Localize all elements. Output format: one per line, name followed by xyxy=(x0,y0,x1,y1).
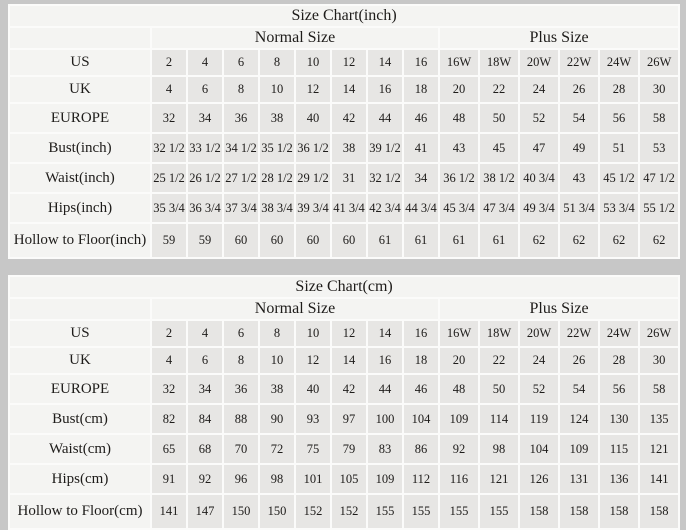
data-cell: 60 xyxy=(296,224,330,257)
data-cell: 124 xyxy=(560,405,598,433)
title-row xyxy=(10,6,678,26)
table-row xyxy=(10,495,678,528)
row-label: Waist(cm) xyxy=(10,435,150,463)
data-cell: 136 xyxy=(600,465,638,493)
data-cell: 4 xyxy=(188,50,222,75)
data-cell: 30 xyxy=(640,348,678,373)
data-cell: 68 xyxy=(188,435,222,463)
row-label: EUROPE xyxy=(10,375,150,403)
data-cell: 16 xyxy=(368,348,402,373)
row-label: US xyxy=(10,50,150,75)
data-cell: 109 xyxy=(560,435,598,463)
data-cell: 26W xyxy=(640,50,678,75)
data-cell: 24 xyxy=(520,348,558,373)
data-cell: 150 xyxy=(224,495,258,528)
data-cell: 27 1/2 xyxy=(224,164,258,192)
data-cell: 135 xyxy=(640,405,678,433)
data-cell: 44 xyxy=(368,104,402,132)
data-cell: 50 xyxy=(480,375,518,403)
data-cell: 28 1/2 xyxy=(260,164,294,192)
row-label: Waist(inch) xyxy=(10,164,150,192)
data-cell: 50 xyxy=(480,104,518,132)
table-row xyxy=(10,134,678,162)
data-cell: 40 3/4 xyxy=(520,164,558,192)
data-cell: 141 xyxy=(640,465,678,493)
data-cell: 56 xyxy=(600,104,638,132)
data-cell: 6 xyxy=(188,348,222,373)
data-cell: 35 3/4 xyxy=(152,194,186,222)
row-label: Hollow to Floor(cm) xyxy=(10,495,150,528)
data-cell: 18W xyxy=(480,50,518,75)
data-cell: 16 xyxy=(368,77,402,102)
data-cell: 130 xyxy=(600,405,638,433)
data-cell: 8 xyxy=(260,321,294,346)
data-cell: 2 xyxy=(152,321,186,346)
data-cell: 26 xyxy=(560,77,598,102)
data-cell: 34 xyxy=(188,375,222,403)
data-cell: 46 xyxy=(404,375,438,403)
data-cell: 61 xyxy=(440,224,478,257)
data-cell: 51 xyxy=(600,134,638,162)
data-cell: 112 xyxy=(404,465,438,493)
data-cell: 65 xyxy=(152,435,186,463)
data-cell: 32 1/2 xyxy=(152,134,186,162)
size-chart-table xyxy=(8,4,680,259)
data-cell: 42 3/4 xyxy=(368,194,402,222)
column-group-header: Normal Size xyxy=(152,299,438,319)
size-chart-table xyxy=(8,275,680,530)
data-cell: 158 xyxy=(640,495,678,528)
data-cell: 51 3/4 xyxy=(560,194,598,222)
data-cell: 59 xyxy=(152,224,186,257)
size-chart-cm-table xyxy=(8,275,680,530)
data-cell: 131 xyxy=(560,465,598,493)
table-row xyxy=(10,348,678,373)
data-cell: 82 xyxy=(152,405,186,433)
column-group-header: Plus Size xyxy=(440,28,678,48)
data-cell: 14 xyxy=(368,321,402,346)
data-cell: 14 xyxy=(332,348,366,373)
data-cell: 12 xyxy=(332,50,366,75)
data-cell: 36 xyxy=(224,104,258,132)
data-cell: 38 1/2 xyxy=(480,164,518,192)
row-label: Hips(cm) xyxy=(10,465,150,493)
data-cell: 39 3/4 xyxy=(296,194,330,222)
data-cell: 152 xyxy=(296,495,330,528)
data-cell: 38 xyxy=(260,104,294,132)
data-cell: 104 xyxy=(404,405,438,433)
row-label: Bust(cm) xyxy=(10,405,150,433)
data-cell: 34 1/2 xyxy=(224,134,258,162)
data-cell: 70 xyxy=(224,435,258,463)
data-cell: 24 xyxy=(520,77,558,102)
data-cell: 26W xyxy=(640,321,678,346)
data-cell: 22 xyxy=(480,77,518,102)
table-row xyxy=(10,77,678,102)
data-cell: 36 1/2 xyxy=(296,134,330,162)
data-cell: 60 xyxy=(224,224,258,257)
data-cell: 40 xyxy=(296,375,330,403)
data-cell: 59 xyxy=(188,224,222,257)
data-cell: 4 xyxy=(188,321,222,346)
data-cell: 36 3/4 xyxy=(188,194,222,222)
data-cell: 34 xyxy=(188,104,222,132)
data-cell: 114 xyxy=(480,405,518,433)
data-cell: 90 xyxy=(260,405,294,433)
data-cell: 16W xyxy=(440,50,478,75)
data-cell: 18 xyxy=(404,77,438,102)
data-cell: 10 xyxy=(260,348,294,373)
data-cell: 98 xyxy=(260,465,294,493)
data-cell: 24W xyxy=(600,321,638,346)
data-cell: 46 xyxy=(404,104,438,132)
data-cell: 41 xyxy=(404,134,438,162)
data-cell: 20W xyxy=(520,321,558,346)
data-cell: 22W xyxy=(560,321,598,346)
data-cell: 6 xyxy=(224,50,258,75)
data-cell: 22W xyxy=(560,50,598,75)
data-cell: 8 xyxy=(224,348,258,373)
data-cell: 44 xyxy=(368,375,402,403)
table-row xyxy=(10,50,678,75)
data-cell: 116 xyxy=(440,465,478,493)
data-cell: 10 xyxy=(296,50,330,75)
table-row xyxy=(10,224,678,257)
data-cell: 105 xyxy=(332,465,366,493)
data-cell: 75 xyxy=(296,435,330,463)
data-cell: 53 3/4 xyxy=(600,194,638,222)
table-row xyxy=(10,405,678,433)
data-cell: 12 xyxy=(296,348,330,373)
data-cell: 54 xyxy=(560,104,598,132)
data-cell: 14 xyxy=(332,77,366,102)
data-cell: 10 xyxy=(296,321,330,346)
corner-cell xyxy=(10,28,150,48)
data-cell: 48 xyxy=(440,375,478,403)
data-cell: 104 xyxy=(520,435,558,463)
data-cell: 47 xyxy=(520,134,558,162)
data-cell: 42 xyxy=(332,104,366,132)
data-cell: 28 xyxy=(600,77,638,102)
data-cell: 18W xyxy=(480,321,518,346)
data-cell: 12 xyxy=(332,321,366,346)
data-cell: 45 3/4 xyxy=(440,194,478,222)
data-cell: 61 xyxy=(368,224,402,257)
data-cell: 43 xyxy=(560,164,598,192)
data-cell: 72 xyxy=(260,435,294,463)
data-cell: 158 xyxy=(520,495,558,528)
data-cell: 31 xyxy=(332,164,366,192)
data-cell: 58 xyxy=(640,104,678,132)
data-cell: 33 1/2 xyxy=(188,134,222,162)
data-cell: 6 xyxy=(224,321,258,346)
data-cell: 56 xyxy=(600,375,638,403)
data-cell: 98 xyxy=(480,435,518,463)
data-cell: 16 xyxy=(404,321,438,346)
data-cell: 60 xyxy=(260,224,294,257)
row-label: Bust(inch) xyxy=(10,134,150,162)
data-cell: 45 xyxy=(480,134,518,162)
data-cell: 8 xyxy=(224,77,258,102)
data-cell: 91 xyxy=(152,465,186,493)
data-cell: 20 xyxy=(440,348,478,373)
data-cell: 49 3/4 xyxy=(520,194,558,222)
data-cell: 29 1/2 xyxy=(296,164,330,192)
table-title: Size Chart(inch) xyxy=(10,6,678,26)
data-cell: 48 xyxy=(440,104,478,132)
data-cell: 20W xyxy=(520,50,558,75)
data-cell: 41 3/4 xyxy=(332,194,366,222)
data-cell: 84 xyxy=(188,405,222,433)
data-cell: 37 3/4 xyxy=(224,194,258,222)
data-cell: 20 xyxy=(440,77,478,102)
data-cell: 36 xyxy=(224,375,258,403)
row-label: Hips(inch) xyxy=(10,194,150,222)
data-cell: 97 xyxy=(332,405,366,433)
data-cell: 2 xyxy=(152,50,186,75)
data-cell: 62 xyxy=(560,224,598,257)
data-cell: 92 xyxy=(440,435,478,463)
data-cell: 121 xyxy=(480,465,518,493)
group-header-row xyxy=(10,299,678,319)
data-cell: 16 xyxy=(404,50,438,75)
data-cell: 34 xyxy=(404,164,438,192)
data-cell: 109 xyxy=(368,465,402,493)
data-cell: 44 3/4 xyxy=(404,194,438,222)
data-cell: 109 xyxy=(440,405,478,433)
corner-cell xyxy=(10,299,150,319)
data-cell: 28 xyxy=(600,348,638,373)
data-cell: 24W xyxy=(600,50,638,75)
data-cell: 88 xyxy=(224,405,258,433)
data-cell: 38 xyxy=(260,375,294,403)
data-cell: 22 xyxy=(480,348,518,373)
data-cell: 16W xyxy=(440,321,478,346)
column-group-header: Plus Size xyxy=(440,299,678,319)
data-cell: 61 xyxy=(480,224,518,257)
row-label: UK xyxy=(10,348,150,373)
data-cell: 36 1/2 xyxy=(440,164,478,192)
data-cell: 38 xyxy=(332,134,366,162)
data-cell: 47 1/2 xyxy=(640,164,678,192)
table-row xyxy=(10,321,678,346)
data-cell: 155 xyxy=(480,495,518,528)
data-cell: 100 xyxy=(368,405,402,433)
data-cell: 147 xyxy=(188,495,222,528)
data-cell: 10 xyxy=(260,77,294,102)
data-cell: 155 xyxy=(368,495,402,528)
data-cell: 49 xyxy=(560,134,598,162)
data-cell: 62 xyxy=(600,224,638,257)
data-cell: 58 xyxy=(640,375,678,403)
data-cell: 54 xyxy=(560,375,598,403)
data-cell: 55 1/2 xyxy=(640,194,678,222)
data-cell: 42 xyxy=(332,375,366,403)
table-row xyxy=(10,164,678,192)
data-cell: 52 xyxy=(520,375,558,403)
data-cell: 12 xyxy=(296,77,330,102)
data-cell: 8 xyxy=(260,50,294,75)
data-cell: 141 xyxy=(152,495,186,528)
data-cell: 79 xyxy=(332,435,366,463)
data-cell: 35 1/2 xyxy=(260,134,294,162)
data-cell: 53 xyxy=(640,134,678,162)
title-row xyxy=(10,277,678,297)
data-cell: 32 xyxy=(152,104,186,132)
data-cell: 45 1/2 xyxy=(600,164,638,192)
data-cell: 101 xyxy=(296,465,330,493)
data-cell: 61 xyxy=(404,224,438,257)
data-cell: 158 xyxy=(600,495,638,528)
data-cell: 14 xyxy=(368,50,402,75)
data-cell: 155 xyxy=(440,495,478,528)
table-row xyxy=(10,465,678,493)
data-cell: 92 xyxy=(188,465,222,493)
data-cell: 32 1/2 xyxy=(368,164,402,192)
data-cell: 93 xyxy=(296,405,330,433)
size-chart-inch-table xyxy=(8,4,680,259)
data-cell: 155 xyxy=(404,495,438,528)
data-cell: 60 xyxy=(332,224,366,257)
data-cell: 158 xyxy=(560,495,598,528)
table-row xyxy=(10,104,678,132)
column-group-header: Normal Size xyxy=(152,28,438,48)
data-cell: 32 xyxy=(152,375,186,403)
data-cell: 26 xyxy=(560,348,598,373)
data-cell: 47 3/4 xyxy=(480,194,518,222)
table-row xyxy=(10,375,678,403)
data-cell: 96 xyxy=(224,465,258,493)
data-cell: 121 xyxy=(640,435,678,463)
group-header-row xyxy=(10,28,678,48)
row-label: Hollow to Floor(inch) xyxy=(10,224,150,257)
data-cell: 4 xyxy=(152,77,186,102)
data-cell: 52 xyxy=(520,104,558,132)
data-cell: 115 xyxy=(600,435,638,463)
data-cell: 30 xyxy=(640,77,678,102)
data-cell: 38 3/4 xyxy=(260,194,294,222)
data-cell: 83 xyxy=(368,435,402,463)
data-cell: 119 xyxy=(520,405,558,433)
data-cell: 86 xyxy=(404,435,438,463)
data-cell: 62 xyxy=(520,224,558,257)
data-cell: 18 xyxy=(404,348,438,373)
data-cell: 39 1/2 xyxy=(368,134,402,162)
data-cell: 62 xyxy=(640,224,678,257)
data-cell: 4 xyxy=(152,348,186,373)
data-cell: 26 1/2 xyxy=(188,164,222,192)
table-row xyxy=(10,435,678,463)
data-cell: 43 xyxy=(440,134,478,162)
row-label: UK xyxy=(10,77,150,102)
data-cell: 40 xyxy=(296,104,330,132)
table-title: Size Chart(cm) xyxy=(10,277,678,297)
data-cell: 25 1/2 xyxy=(152,164,186,192)
table-row xyxy=(10,194,678,222)
row-label: US xyxy=(10,321,150,346)
data-cell: 150 xyxy=(260,495,294,528)
data-cell: 6 xyxy=(188,77,222,102)
data-cell: 152 xyxy=(332,495,366,528)
row-label: EUROPE xyxy=(10,104,150,132)
data-cell: 126 xyxy=(520,465,558,493)
